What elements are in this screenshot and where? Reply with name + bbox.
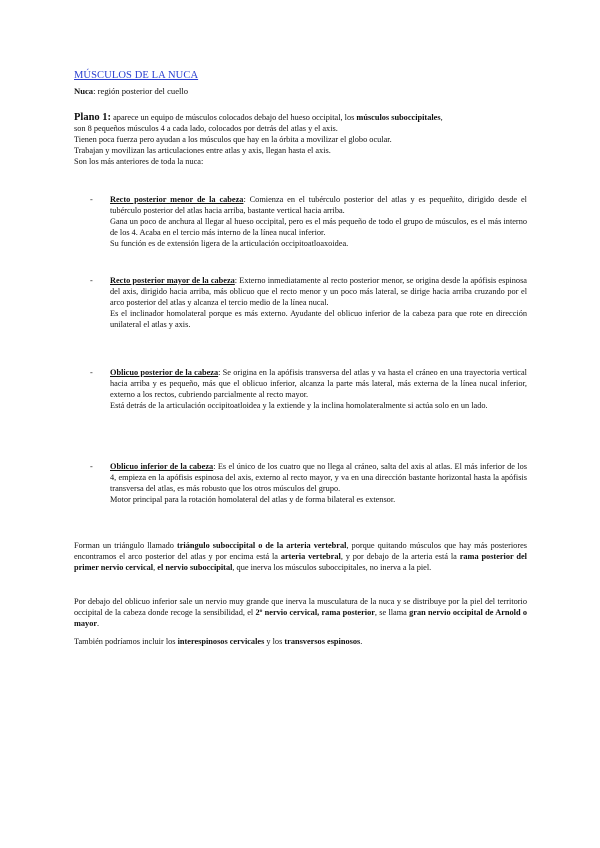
- muscle-description: : Externo inmediatamente al recto posterior menor, se origina desde la apófisis espinosa del axis, dirigido hacia arriba, más oblicuo que el recto menor y un poco más lateral, se dirige hacia arriba cruzando por el arco posterior del atlas y alcanza el tercio medio de la línea nucal.: [110, 276, 527, 307]
- list-item: [92, 367, 527, 411]
- subtitle-rest: : región posterior del cuello: [93, 86, 189, 96]
- paragraph-text: Por debajo del oblicuo inferior sale un nervio muy grande que inerva la musculatura de la nuca y se distribuye por la piel del territorio occipital de la cabeza donde recoge la sensibilidad, el: [74, 597, 527, 617]
- muscle-name: Recto posterior mayor de la cabeza: [110, 276, 235, 285]
- bullet: -: [90, 276, 93, 285]
- paragraph-text: También podríamos incluir los: [74, 637, 178, 646]
- paragraph-text: , porque quitando músculos que hay más posteriores encontramos el arco posterior del atlas y por encima está la: [74, 541, 527, 561]
- subtitle-term: Nuca: [74, 86, 94, 96]
- plano-label: Plano 1:: [74, 112, 112, 123]
- list-item: [92, 461, 527, 505]
- paragraph-highlight: el nervio suboccipital: [157, 563, 233, 572]
- intro-paragraph: [74, 112, 527, 167]
- muscle-description: : Comienza en el tubérculo posterior del atlas y es pequeñito, dirigido desde el tubérculo posterior del atlas hacia arriba, bastante vertical hacia arriba.: [110, 195, 527, 215]
- paragraph-text: , se llama: [374, 608, 410, 617]
- intro-line: Tienen poca fuerza pero ayudan a los músculos que hay en la órbita a movilizar el globo ocular.: [74, 135, 392, 144]
- nerve-paragraph: [74, 596, 527, 629]
- list-item: [92, 194, 527, 249]
- triangle-paragraph: [74, 540, 527, 573]
- paragraph-text: ,: [153, 563, 158, 572]
- intro-line: Trabajan y movilizan las articulaciones entre atlas y axis, llegan hasta el axis.: [74, 146, 331, 155]
- bullet: -: [90, 195, 93, 204]
- paragraph-highlight: transversos espinosos: [284, 637, 361, 646]
- paragraph-text: .: [97, 619, 100, 628]
- paragraph-text: , y por debajo de la arteria está la: [340, 552, 460, 561]
- paragraph-highlight: rama posterior del primer nervio cervical: [74, 552, 527, 572]
- intro-text: aparece un equipo de músculos colocados debajo del hueso occipital, los: [111, 113, 357, 122]
- muscle-description: : Es el único de los cuatro que no llega al cráneo, salta del axis al atlas. El más inferior de los 4, empieza en la apófisis espinosa del axis, externo al recto mayor, y va en una dirección bastante horizontal hasta la apófisis transversa del atlas, es más robusto que los otros músculos del grupo.: [110, 462, 527, 493]
- muscle-name: Recto posterior menor de la cabeza: [110, 195, 244, 204]
- paragraph-highlight: 2º nervio cervical, rama posterior: [255, 608, 375, 617]
- bullet: -: [90, 368, 93, 377]
- muscle-description: : Se origina en la apófisis transversa del atlas y va hasta el cráneo en una trayectoria vertical hacia arriba y es pequeño, más que el oblicuo inferior, alcanza la parte más lateral, más externa de la línea nucal inferior, externo a los rectos, cubriendo parcialmente al recto mayor.: [110, 368, 527, 399]
- paragraph-highlight: triángulo suboccipital o de la arteria vertebral: [176, 541, 347, 550]
- subtitle: [74, 86, 188, 96]
- list-item: [92, 275, 527, 330]
- page-title: MÚSCULOS DE LA NUCA: [74, 70, 199, 81]
- muscle-name: Oblicuo posterior de la cabeza: [110, 368, 219, 377]
- muscle-note: Es el inclinador homolateral porque es más externo. Ayudante del oblicuo inferior de la cabeza para que rote en dirección unilateral el atlas y axis.: [110, 309, 527, 329]
- paragraph-text: , que inerva los músculos suboccipitales, no inerva a la piel.: [232, 563, 432, 572]
- muscle-note: Motor principal para la rotación homolateral del atlas y de forma bilateral es extensor.: [110, 495, 396, 504]
- bullet: -: [90, 462, 93, 471]
- muscle-note: Su función es de extensión ligera de la articulación occipitoatloaxoidea.: [110, 239, 349, 248]
- paragraph-text: Forman un triángulo llamado: [74, 541, 177, 550]
- paragraph-text: .: [360, 637, 363, 646]
- closing-paragraph: [74, 636, 527, 647]
- intro-text: ,: [440, 113, 443, 122]
- intro-line: Son los más anteriores de toda la nuca:: [74, 157, 204, 166]
- muscle-note: Gana un poco de anchura al llegar al hueso occipital, pero es el más pequeño de todo el grupo de músculos, es el más interno de los 4. Acaba en el tercio más interno de la línea nucal inferior.: [110, 217, 527, 237]
- muscle-name: Oblicuo inferior de la cabeza: [110, 462, 214, 471]
- intro-highlight: músculos suboccipitales: [356, 113, 441, 122]
- muscle-note: Está detrás de la articulación occipitoatloidea y la extiende y la inclina homolateralmente si actúa solo en un lado.: [110, 401, 488, 410]
- paragraph-text: y los: [264, 637, 285, 646]
- paragraph-highlight: gran nervio occipital de Arnold o mayor: [74, 608, 527, 628]
- paragraph-highlight: arteria vertebral: [280, 552, 341, 561]
- intro-line: son 8 pequeños músculos 4 a cada lado, colocados por detrás del atlas y el axis.: [74, 124, 338, 133]
- paragraph-highlight: interespinosos cervicales: [177, 637, 265, 646]
